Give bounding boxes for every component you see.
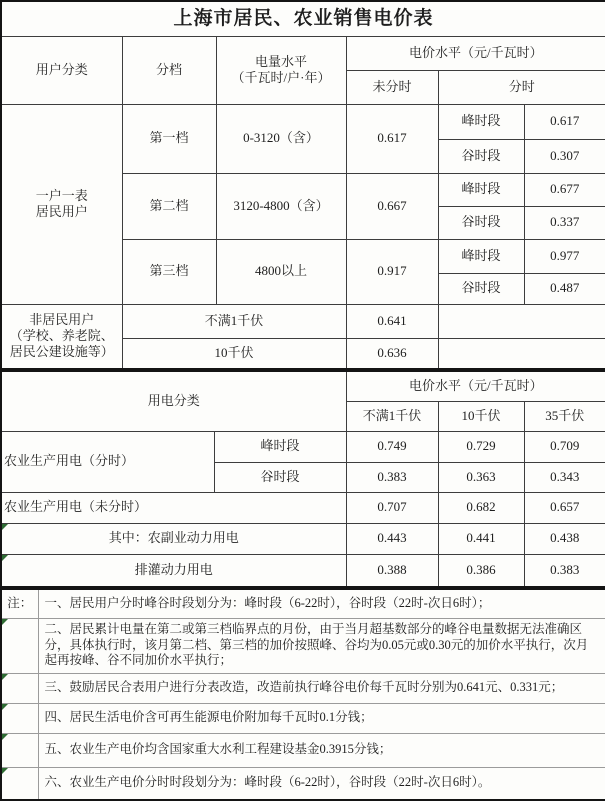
tier3-label: 第三档: [122, 239, 216, 304]
excel-error-indicator-icon: [2, 524, 8, 530]
agri-flat-label: 农业生产用电（未分时）: [1, 492, 346, 523]
agri-tou-label: 农业生产用电（分时）: [1, 431, 214, 492]
tier2-flat-price: 0.667: [346, 173, 438, 239]
header-price-title-2: 电价水平（元/千瓦时）: [346, 371, 605, 401]
agri-flat-lt1kv: 0.707: [346, 492, 438, 523]
header-voltage-10kv: 10千伏: [438, 401, 524, 431]
agri-peak-10kv: 0.729: [438, 431, 524, 462]
irrigation-lt1kv: 0.388: [346, 554, 438, 587]
agricultural-price-table: [0, 370, 605, 588]
header-user-category: 用户分类: [1, 36, 122, 104]
excel-error-indicator-icon: [2, 674, 8, 680]
tier2-peak-label: 峰时段: [438, 173, 524, 206]
agri-flat-35kv: 0.657: [524, 492, 605, 523]
agri-valley-label: 谷时段: [214, 462, 346, 492]
header-tier: 分档: [122, 36, 216, 104]
header-voltage-lt1kv: 不满1千伏: [346, 401, 438, 431]
empty-cell: [438, 304, 605, 338]
header-usage-category: 用电分类: [1, 371, 346, 431]
residential-price-table: [0, 0, 605, 370]
agri-valley-35kv: 0.343: [524, 462, 605, 492]
tier1-label: 第一档: [122, 104, 216, 173]
tier1-peak-price: 0.617: [524, 104, 605, 139]
notes-gutter: [1, 703, 38, 733]
header-price-title: 电价水平（元/千瓦时）: [346, 36, 605, 70]
tier2-volume: 3120-4800（含）: [216, 173, 346, 239]
tier1-peak-label: 峰时段: [438, 104, 524, 139]
irrigation-10kv: 0.386: [438, 554, 524, 587]
agri-sideline-10kv: 0.441: [438, 523, 524, 554]
tier3-flat-price: 0.917: [346, 239, 438, 304]
irrigation-35kv: 0.383: [524, 554, 605, 587]
excel-error-indicator-icon: [2, 555, 8, 561]
note-item-5: 五、农业生产电价均含国家重大水利工程建设基金0.3915分钱；: [38, 733, 605, 767]
irrigation-label-text: 排灌动力用电: [134, 562, 213, 578]
tier3-valley-price: 0.487: [524, 273, 605, 304]
irrigation-label: [1, 554, 346, 587]
notes-gutter: [1, 733, 38, 767]
residential-user-label-line1: 一户一表: [35, 187, 88, 203]
tier2-peak-price: 0.677: [524, 173, 605, 206]
agri-sideline-label: [1, 523, 346, 554]
excel-error-indicator-icon: [2, 704, 8, 710]
page-title: 上海市居民、农业销售电价表: [1, 1, 605, 36]
note-item-1: 一、居民用户分时峰谷时段划分为：峰时段（6-22时），谷时段（22时-次日6时）；: [38, 589, 605, 618]
agri-valley-10kv: 0.363: [438, 462, 524, 492]
tier3-valley-label: 谷时段: [438, 273, 524, 304]
empty-cell: [438, 338, 605, 369]
non-residential-voltage-1: 不满1千伏: [122, 304, 346, 338]
header-tou: 分时: [438, 70, 605, 104]
tier3-peak-price: 0.977: [524, 239, 605, 273]
header-flat-rate: 未分时: [346, 70, 438, 104]
tier1-flat-price: 0.617: [346, 104, 438, 173]
header-volume: [216, 36, 346, 104]
header-voltage-35kv: 35千伏: [524, 401, 605, 431]
agri-peak-lt1kv: 0.749: [346, 431, 438, 462]
agri-peak-35kv: 0.709: [524, 431, 605, 462]
tier2-valley-price: 0.337: [524, 206, 605, 239]
note-item-6: 六、农业生产电价分时时段划分为：峰时段（6-22时），谷时段（22时-次日6时）。: [38, 767, 605, 800]
notes-gutter: [1, 767, 38, 800]
note-item-3: 三、鼓励居民合表用户进行分表改造，改造前执行峰谷电价每千瓦时分别为0.641元、0.331元；: [38, 673, 605, 703]
non-residential-price-2: 0.636: [346, 338, 438, 369]
residential-user-label-line2: 居民用户: [35, 204, 88, 219]
tier1-valley-label: 谷时段: [438, 139, 524, 173]
tier2-valley-label: 谷时段: [438, 206, 524, 239]
non-residential-user-label: [1, 304, 122, 369]
note-item-4: 四、居民生活电价含可再生能源电价附加每千瓦时0.1分钱；: [38, 703, 605, 733]
notes-label: 注：: [1, 589, 38, 618]
note-item-2: 二、居民累计电量在第二或第三档临界点的月份，由于当月超基数部分的峰谷电量数据无法准确区分，具体执行时，该月第二档、第三档的加价按照峰、谷均为0.05元或0.30元的加价水平执行，次月起再按峰、谷不同加价水平执行；: [38, 618, 605, 673]
notes-gutter: [1, 673, 38, 703]
tier1-valley-price: 0.307: [524, 139, 605, 173]
notes-section: [0, 588, 605, 801]
excel-error-indicator-icon: [2, 768, 8, 774]
agri-sideline-label-text: 其中：农副业动力用电: [108, 530, 239, 546]
notes-gutter: [1, 618, 38, 673]
non-residential-label-line1: 非居民用户: [29, 311, 95, 327]
agri-flat-10kv: 0.682: [438, 492, 524, 523]
tier1-volume: 0-3120（含）: [216, 104, 346, 173]
header-volume-line2: （千瓦时/户·年）: [231, 70, 331, 85]
excel-error-indicator-icon: [2, 734, 8, 740]
tier3-peak-label: 峰时段: [438, 239, 524, 273]
agri-sideline-35kv: 0.438: [524, 523, 605, 554]
agri-valley-lt1kv: 0.383: [346, 462, 438, 492]
non-residential-price-1: 0.641: [346, 304, 438, 338]
agri-sideline-lt1kv: 0.443: [346, 523, 438, 554]
residential-user-label: [1, 104, 122, 304]
non-residential-label-line2: （学校、养老院、居民公建设施等）: [9, 328, 114, 360]
header-volume-line1: 电量水平: [254, 53, 307, 69]
excel-error-indicator-icon: [2, 619, 8, 625]
agri-peak-label: 峰时段: [214, 431, 346, 462]
tier3-volume: 4800以上: [216, 239, 346, 304]
non-residential-voltage-2: 10千伏: [122, 338, 346, 369]
tier2-label: 第二档: [122, 173, 216, 239]
